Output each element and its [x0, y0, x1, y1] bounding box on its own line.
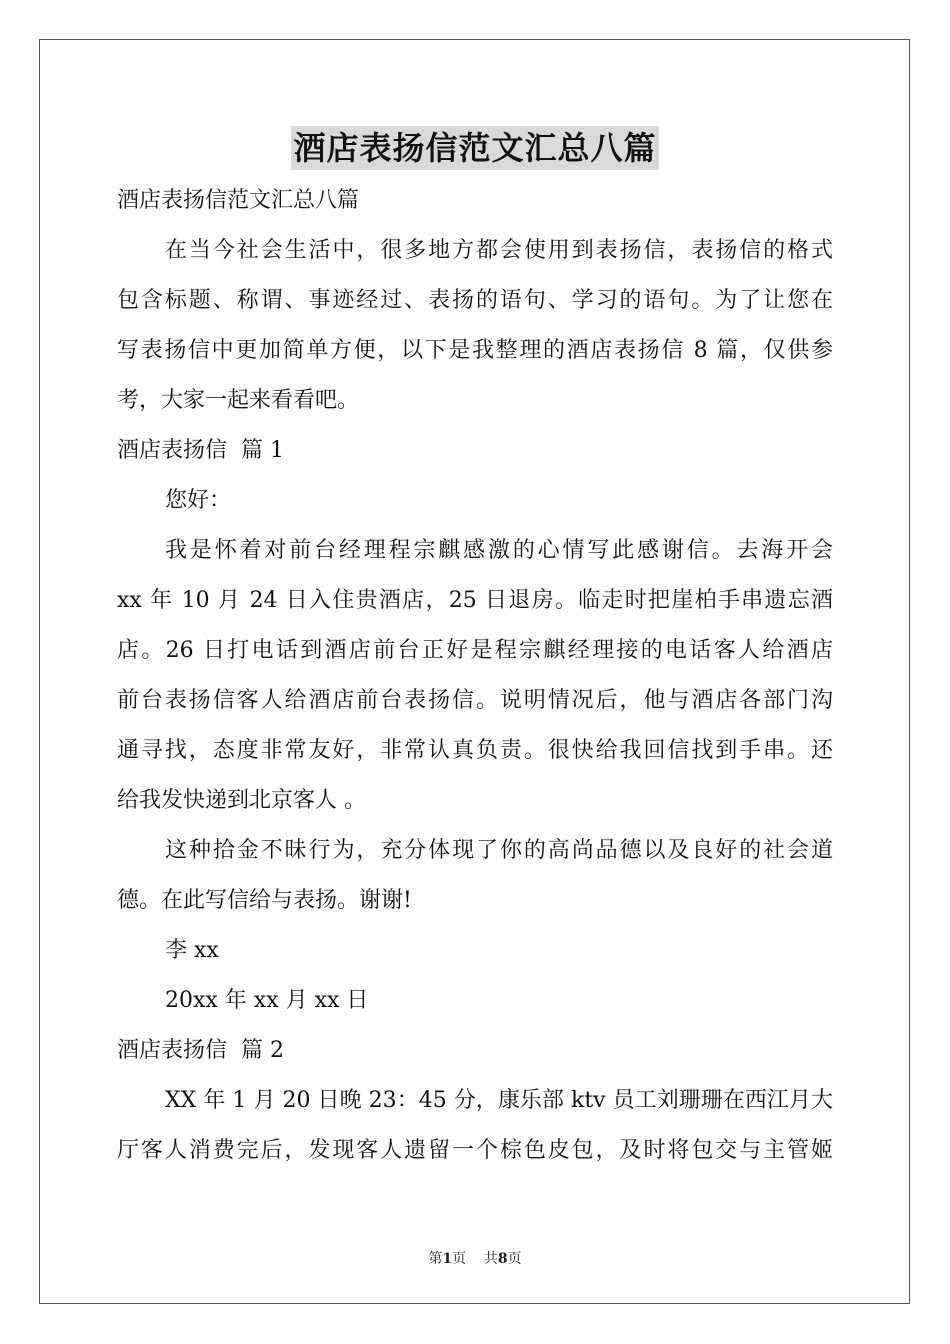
text-line: 前台表扬信客人给酒店前台表扬信。说明情况后，他与酒店各部门沟: [117, 688, 833, 713]
letter2-heading: 酒店表扬信 篇 2: [117, 1038, 284, 1063]
text-line: 在当今社会生活中，很多地方都会使用到表扬信，表扬信的格式: [165, 238, 833, 263]
letter1-body: [117, 526, 833, 826]
total-pages: 8: [497, 1251, 508, 1267]
text-line: 写表扬信中更加简单方便，以下是我整理的酒店表扬信 8 篇，仅供参: [117, 338, 833, 363]
text-line: 厅客人消费完后，发现客人遗留一个棕色皮包，及时将包交与主管姬: [117, 1138, 833, 1163]
text-line: xx 年 10 月 24 日入住贵酒店，25 日退房。临走时把崖柏手串遗忘酒: [117, 588, 833, 613]
total-suffix: 页: [507, 1251, 522, 1267]
letter1-body2: [117, 826, 833, 926]
text-line: 给我发快递到北京客人 。: [117, 788, 366, 813]
letter1-date: 20xx 年 xx 月 xx 日: [165, 988, 369, 1013]
text-line: 这种拾金不昧行为，充分体现了你的高尚品德以及良好的社会道: [165, 838, 833, 863]
text-line: 店。26 日打电话到酒店前台正好是程宗麒经理接的电话客人给酒店: [117, 638, 833, 663]
text-line: 考，大家一起来看看吧。: [117, 388, 360, 413]
page-prefix: 第: [428, 1251, 443, 1267]
letter1-greeting: 您好：: [165, 488, 232, 513]
text-line: 德。在此写信给与表扬。谢谢!: [117, 888, 412, 913]
page-suffix: 页: [452, 1251, 467, 1267]
document-title: 酒店表扬信范文汇总八篇: [0, 126, 950, 170]
page-footer: [0, 1248, 950, 1268]
subtitle: 酒店表扬信范文汇总八篇: [117, 188, 360, 213]
letter1-signature: 李 xx: [165, 938, 219, 963]
text-line: XX 年 1 月 20 日晚 23：45 分，康乐部 ktv 员工刘珊珊在西江月大: [165, 1088, 833, 1113]
text-line: 通寻找，态度非常友好，非常认真负责。很快给我回信找到手串。还: [117, 738, 833, 763]
intro-paragraph: [117, 226, 833, 426]
letter2-body: [117, 1076, 833, 1176]
text-line: 包含标题、称谓、事迹经过、表扬的语句、学习的语句。为了让您在: [117, 288, 833, 313]
page-number: 1: [442, 1251, 453, 1267]
total-prefix: 共: [483, 1251, 498, 1267]
document-body: [117, 176, 833, 1176]
letter1-heading: 酒店表扬信 篇 1: [117, 438, 284, 463]
text-line: 我是怀着对前台经理程宗麒感激的心情写此感谢信。去海开会: [165, 538, 833, 563]
